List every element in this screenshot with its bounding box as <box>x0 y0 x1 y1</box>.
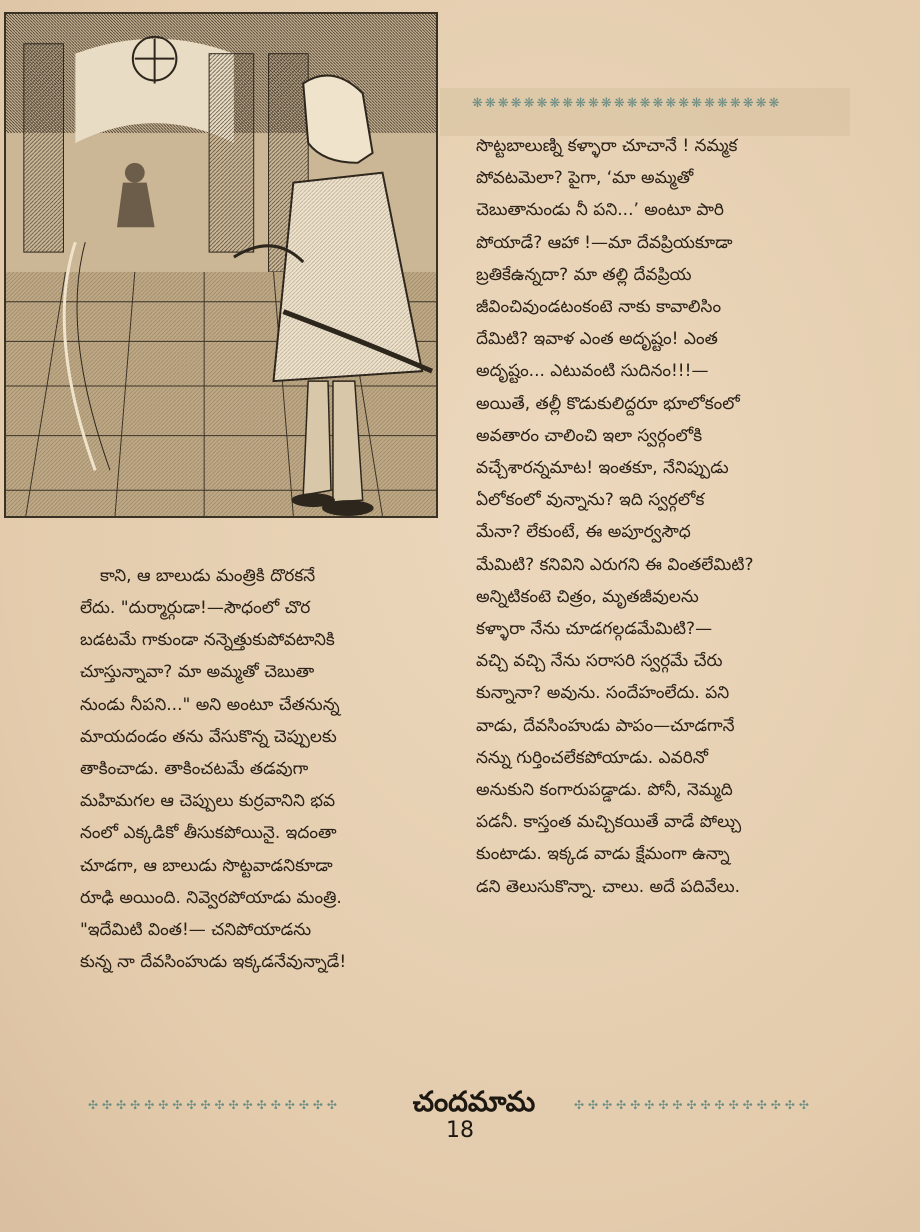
text-line: బడటమే గాకుండా నన్నెత్తుకుపోవటానికి <box>80 630 335 651</box>
ornament-row-footer-right: ✣✣✣✣✣✣✣✣✣✣✣✣✣✣✣✣✣ <box>574 1098 813 1112</box>
page-number: 18 <box>446 1118 474 1143</box>
text-line: అన్నిటికంటె చిత్రం, మృతజీవులను <box>476 586 699 607</box>
right-column-text <box>476 130 846 903</box>
ornament-row-top: ❋❋❋❋❋❋❋❋❋❋❋❋❋❋❋❋❋❋❋❋❋❋❋❋ <box>472 96 782 111</box>
text-line: నన్ను గుర్తించలేకపోయాడు. ఎవరినో <box>476 747 709 768</box>
text-line: చూడగా, ఆ బాలుడు సొట్టవాడనికూడా <box>80 855 333 876</box>
text-line: పోయాడే? ఆహా !—మా దేవప్రియకూడా <box>476 232 733 253</box>
left-column-first-line <box>100 560 452 592</box>
text-line: లేదు. "దుర్మార్గుడా!—సౌధంలో చొర <box>80 598 311 618</box>
text-line: దేమిటి? ఇవాళ ఎంత అదృష్టం! ఎంత <box>476 329 718 350</box>
text-line: మేమిటి? కనివిని ఎరుగని ఈ వింతలేమిటి? <box>476 554 754 575</box>
palace-scene-illustration-icon <box>6 14 436 516</box>
text-line: డని తెలుసుకొన్నా. చాలు. అదే పదివేలు. <box>476 876 741 897</box>
text-line: మహిమగల ఆ చెప్పులు కుర్రవానిని భవ <box>80 791 336 812</box>
text-line: పోవటమెలా? పైగా, ‘మా అమ్మతో <box>476 168 694 189</box>
text-line: కున్న నా దేవసింహుడు ఇక్కడనేవున్నాడే! <box>80 952 347 973</box>
text-line: వాడు, దేవసింహుడు పాపం—చూడగానే <box>476 715 735 736</box>
text-line: మేనా? లేకుంటే, ఈ అపూర్వసౌధ <box>476 522 691 543</box>
text-line: ఏలోకంలో వున్నాను? ఇది స్వర్గలోక <box>476 490 705 511</box>
ornament-row-footer-left: ✣✣✣✣✣✣✣✣✣✣✣✣✣✣✣✣✣✣ <box>88 1098 341 1112</box>
text-line: మాయదండం తను వేసుకొన్న చెప్పులకు <box>80 726 337 747</box>
text-line: అదృష్టం... ఎటువంటి సుదినం!!!— <box>476 361 709 382</box>
text-line: కుంటాడు. ఇక్కడ వాడు క్షేమంగా ఉన్నా <box>476 844 730 865</box>
text-line: కళ్ళారా నేను చూడగల్గడమేమిటి?— <box>476 619 713 640</box>
text-line: అయితే, తల్లీ కొడుకులిద్దరూ భూలోకంలో <box>476 393 740 414</box>
text-line: చెబుతానుండు నీ పని...’ అంటూ పారి <box>476 200 724 221</box>
text-line: "ఇదేమిటి వింత!— చనిపోయాడను <box>80 920 312 941</box>
text-line: తాకించాడు. తాకించటమే తడవుగా <box>80 759 309 780</box>
text-line: రూఢి అయింది. నివ్వెరపోయాడు మంత్రి. <box>80 887 342 908</box>
text-line: సొట్టబాలుణ్ని కళ్ళారా చూచానే ! నమ్మక <box>476 136 738 156</box>
text-line: పడనీ. కాస్తంత మచ్చికయితే వాడే పోల్చు <box>476 812 742 833</box>
text-line: వచ్చి వచ్చి నేను సరాసరి స్వర్గమే చేరు <box>476 651 723 672</box>
text-line: కాని, ఆ బాలుడు మంత్రికి దొరకనే <box>100 566 316 586</box>
text-line: అవతారం చాలించి ఇలా స్వర్గంలోకి <box>476 425 703 446</box>
text-line: వచ్చేశారన్నమాట! ఇంతకూ, నేనిప్పుడు <box>476 458 729 479</box>
text-line: బ్రతికేఉన్నదా? మా తల్లి దేవప్రియ <box>476 264 692 285</box>
text-line: నుండు నీపని..." అని అంటూ చేతనున్న <box>80 694 340 715</box>
text-line: అనుకుని కంగారుపడ్డాడు. పోనీ, నెమ్మది <box>476 780 733 801</box>
text-line: జీవించివుండటంకంటె నాకు కావాలిసిం <box>476 297 722 318</box>
text-line: చూస్తున్నావా? మా అమ్మతో చెబుతా <box>80 662 315 683</box>
text-line: నంలో ఎక్కడికో తీసుకపోయినై. ఇదంతా <box>80 823 337 844</box>
left-column-text <box>80 592 452 978</box>
magazine-title: చందమామ <box>412 1085 536 1118</box>
text-line: కున్నానా? అవును. సందేహంలేదు. పని <box>476 683 730 704</box>
story-illustration <box>4 12 438 518</box>
